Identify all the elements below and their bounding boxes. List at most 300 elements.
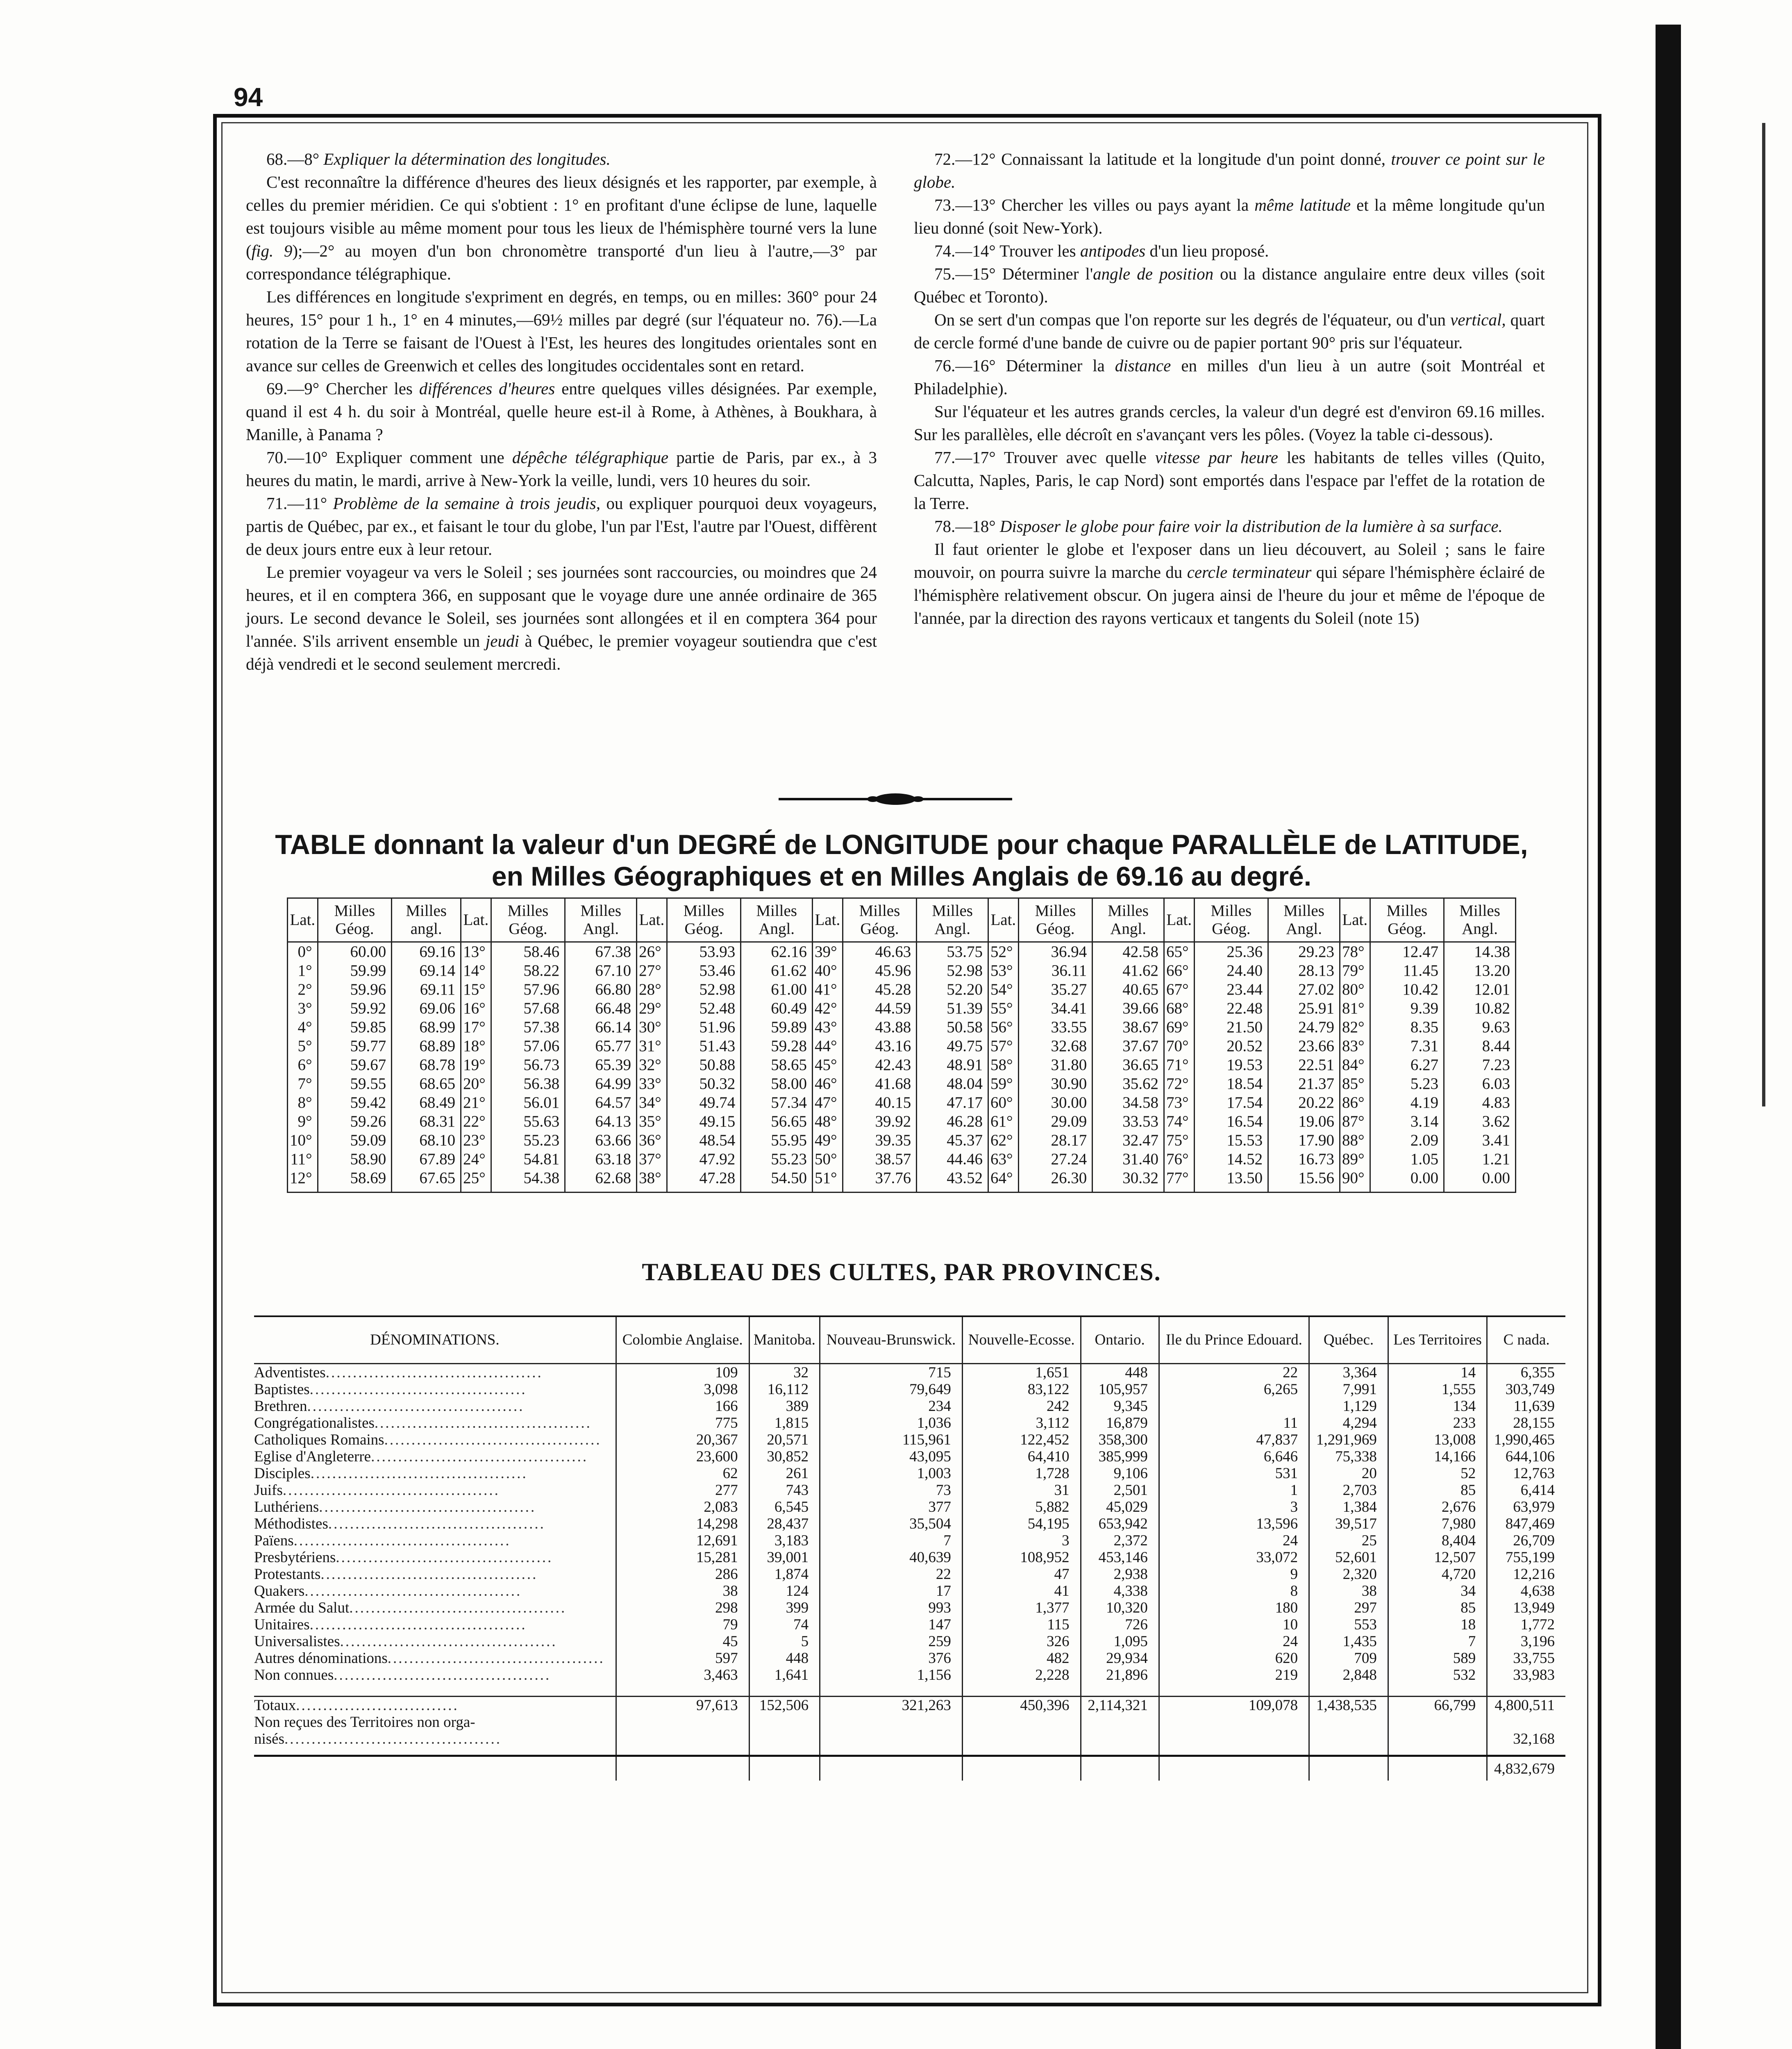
emphasis: angle de position: [1093, 264, 1214, 283]
value-cell: 9,345: [1081, 1398, 1159, 1415]
table-row: [288, 1018, 1516, 1037]
geog-cell: 59.55: [318, 1074, 392, 1093]
empty-cell: [1081, 1683, 1159, 1697]
value-cell: 1,874: [749, 1566, 820, 1583]
geog-cell: 4.19: [1370, 1093, 1444, 1112]
value-cell: 1,156: [820, 1667, 963, 1683]
denomination-cell: [254, 1364, 616, 1381]
col-header: Les Territoires: [1388, 1316, 1487, 1364]
col-header: Nouvelle-Ecosse.: [962, 1316, 1081, 1364]
table-row: [254, 1499, 1565, 1515]
denomination-label: Méthodistes: [254, 1515, 328, 1532]
lat-cell: 20°: [461, 1074, 491, 1093]
lat-cell: 30°: [637, 1018, 667, 1037]
lat-cell: 19°: [461, 1056, 491, 1074]
denomination-cell: [254, 1515, 616, 1532]
value-cell: 8: [1159, 1583, 1309, 1599]
text-column-left: [246, 148, 877, 675]
value-cell: 532: [1388, 1667, 1487, 1683]
geog-cell: 56.38: [491, 1074, 565, 1093]
angl-cell: 48.91: [917, 1056, 988, 1074]
value-cell: 24: [1159, 1532, 1309, 1549]
angl-cell: 4.83: [1444, 1093, 1516, 1112]
value-cell: 377: [820, 1499, 963, 1515]
lat-cell: 55°: [988, 999, 1019, 1018]
angl-cell: 57.34: [741, 1093, 813, 1112]
value-cell: 23,600: [616, 1448, 749, 1465]
value-cell: 448: [1081, 1364, 1159, 1381]
angl-cell: 20.22: [1268, 1093, 1340, 1112]
denomination-label: Eglise d'Angleterre: [254, 1448, 371, 1465]
lat-cell: 62°: [988, 1131, 1019, 1150]
lat-cell: 28°: [637, 980, 667, 999]
denomination-label: Congrégationalistes: [254, 1415, 375, 1431]
empty-cell: [1309, 1683, 1388, 1697]
angl-cell: 65.77: [565, 1037, 637, 1056]
value-cell: 242: [962, 1398, 1081, 1415]
col-header-geog: Milles Géog.: [318, 898, 392, 942]
emphasis: cercle terminateur: [1187, 563, 1312, 582]
value-cell: 15,281: [616, 1549, 749, 1566]
value-cell: 6,414: [1487, 1482, 1565, 1499]
angl-cell: 30.32: [1092, 1169, 1164, 1193]
lat-cell: 32°: [637, 1056, 667, 1074]
col-header-lat: Lat.: [288, 898, 318, 942]
table-row: [288, 1112, 1516, 1131]
value-cell: 1,641: [749, 1667, 820, 1683]
empty-cell: [820, 1683, 963, 1697]
value-cell: 22: [820, 1566, 963, 1583]
value-cell: 9,106: [1081, 1465, 1159, 1482]
col-header: C nada.: [1487, 1316, 1565, 1364]
value-cell: 3,364: [1309, 1364, 1388, 1381]
value-cell: 38: [1309, 1583, 1388, 1599]
emphasis: distance: [1115, 356, 1171, 375]
geog-cell: 41.68: [843, 1074, 917, 1093]
empty-cell: [820, 1731, 963, 1747]
value-cell: 376: [820, 1650, 963, 1667]
denomination-cell: [254, 1667, 616, 1683]
denomination-label: Quakers: [254, 1583, 305, 1599]
angl-cell: 19.06: [1268, 1112, 1340, 1131]
value-cell: 1,129: [1309, 1398, 1388, 1415]
empty-cell: [820, 1714, 963, 1731]
geog-cell: 20.52: [1194, 1037, 1268, 1056]
leader-dots: ........................................: [320, 1566, 538, 1583]
unorganized-value: 32,168: [1487, 1731, 1565, 1747]
angl-cell: 54.50: [741, 1169, 813, 1193]
lat-cell: 90°: [1340, 1169, 1370, 1193]
col-header-angl: Milles Angl.: [1092, 898, 1164, 942]
totals-label: Totaux: [254, 1697, 296, 1714]
angl-cell: 67.10: [565, 961, 637, 980]
denomination-label: Luthériens: [254, 1499, 319, 1515]
lat-cell: 82°: [1340, 1018, 1370, 1037]
angl-cell: 61.00: [741, 980, 813, 999]
value-cell: 12,691: [616, 1532, 749, 1549]
value-cell: 14: [1388, 1364, 1487, 1381]
value-cell: 39,517: [1309, 1515, 1388, 1532]
col-header: Ile du Prince Edouard.: [1159, 1316, 1309, 1364]
value-cell: 33,755: [1487, 1650, 1565, 1667]
lat-cell: 35°: [637, 1112, 667, 1131]
longitude-table-title: TABLE donnant la valeur d'un DEGRÉ de LONGITUDE pour chaque PARALLÈLE de LATITUDE,: [275, 829, 1528, 860]
col-header: Ontario.: [1081, 1316, 1159, 1364]
angl-cell: 58.00: [741, 1074, 813, 1093]
value-cell: 180: [1159, 1599, 1309, 1616]
denomination-label: Armée du Salut: [254, 1599, 350, 1616]
empty-cell: [962, 1683, 1081, 1697]
empty-cell: [1159, 1747, 1309, 1756]
value-cell: 389: [749, 1398, 820, 1415]
value-cell: 62: [616, 1465, 749, 1482]
col-header-geog: Milles Géog.: [1194, 898, 1268, 942]
geog-cell: 19.53: [1194, 1056, 1268, 1074]
emphasis: trouver ce point sur le globe.: [914, 150, 1545, 191]
lat-cell: 49°: [813, 1131, 843, 1150]
angl-cell: 33.53: [1092, 1112, 1164, 1131]
geog-cell: 49.15: [667, 1112, 741, 1131]
geog-cell: 31.80: [1018, 1056, 1092, 1074]
empty-cell: [1388, 1714, 1487, 1731]
lat-cell: 78°: [1340, 942, 1370, 962]
geog-cell: 32.68: [1018, 1037, 1092, 1056]
paragraph: Les différences en longitude s'expriment en degrés, en temps, ou en milles: 360° pour 24 heures, 15° pour 1 h., 1° en 4 minutes,—69½ milles par degré (sur l'équateur no. 76).—La rotation de la Terre se faisant de l'Ouest à l'Est, les heures des longitudes orientales sont en avance sur celles de Greenwich et celles des longitudes occidentales sont en retard.: [246, 287, 877, 375]
lat-cell: 71°: [1164, 1056, 1194, 1074]
geog-cell: 45.28: [843, 980, 917, 999]
value-cell: 1,036: [820, 1415, 963, 1431]
angl-cell: 42.58: [1092, 942, 1164, 962]
rule-row: [254, 1747, 1565, 1756]
lat-cell: 77°: [1164, 1169, 1194, 1193]
table-row: [254, 1549, 1565, 1566]
leader-dots: ........................................: [282, 1482, 500, 1499]
binding-edge: [1656, 25, 1681, 2049]
total-cell: 97,613: [616, 1697, 749, 1714]
geog-cell: 39.35: [843, 1131, 917, 1150]
angl-cell: 68.31: [392, 1112, 461, 1131]
geog-cell: 46.63: [843, 942, 917, 962]
angl-cell: 68.10: [392, 1131, 461, 1150]
empty-cell: [962, 1731, 1081, 1747]
lat-cell: 13°: [461, 942, 491, 962]
lat-cell: 75°: [1164, 1131, 1194, 1150]
lat-cell: 34°: [637, 1093, 667, 1112]
geog-cell: 14.52: [1194, 1150, 1268, 1169]
table-row: [288, 1169, 1516, 1193]
total-cell: 321,263: [820, 1697, 963, 1714]
angl-cell: 9.63: [1444, 1018, 1516, 1037]
lat-cell: 48°: [813, 1112, 843, 1131]
denomination-label: Presbytériens: [254, 1549, 336, 1566]
angl-cell: 3.41: [1444, 1131, 1516, 1150]
paragraph: 78.—18° Disposer le globe pour faire voir la distribution de la lumière à sa surface.: [934, 517, 1503, 536]
lat-cell: 14°: [461, 961, 491, 980]
value-cell: 83,122: [962, 1381, 1081, 1398]
angl-cell: 41.62: [1092, 961, 1164, 980]
geog-cell: 6.27: [1370, 1056, 1444, 1074]
table-row: [254, 1482, 1565, 1499]
col-header: Manitoba.: [749, 1316, 820, 1364]
angl-cell: 38.67: [1092, 1018, 1164, 1037]
value-cell: 45: [616, 1633, 749, 1650]
lat-cell: 12°: [288, 1169, 318, 1193]
angl-cell: 65.39: [565, 1056, 637, 1074]
table-row: [288, 942, 1516, 962]
empty-cell: [1309, 1714, 1388, 1731]
denomination-cell: [254, 1549, 616, 1566]
geog-cell: 59.67: [318, 1056, 392, 1074]
angl-cell: 7.23: [1444, 1056, 1516, 1074]
leader-dots: ........................................: [328, 1515, 545, 1532]
emphasis: antipodes: [1080, 241, 1146, 260]
lat-cell: 38°: [637, 1169, 667, 1193]
unorganized-label-cell: [254, 1731, 616, 1747]
denomination-cell: [254, 1532, 616, 1549]
empty-cell: [1159, 1714, 1309, 1731]
value-cell: 134: [1388, 1398, 1487, 1415]
angl-cell: 39.66: [1092, 999, 1164, 1018]
table-row: [254, 1566, 1565, 1583]
angl-cell: 66.80: [565, 980, 637, 999]
angl-cell: 29.23: [1268, 942, 1340, 962]
col-header-geog: Milles Géog.: [491, 898, 565, 942]
longitude-table-subtitle: en Milles Géographiques et en Milles Anglais de 69.16 au degré.: [491, 861, 1312, 891]
value-cell: 453,146: [1081, 1549, 1159, 1566]
value-cell: 233: [1388, 1415, 1487, 1431]
emphasis: même latitude: [1254, 195, 1351, 214]
denomination-label: Autres dénominations: [254, 1650, 388, 1667]
denomination-label: Catholiques Romains: [254, 1431, 384, 1448]
value-cell: 234: [820, 1398, 963, 1415]
total-cell: 4,800,511: [1487, 1697, 1565, 1714]
paragraph: 70.—10° Expliquer comment une dépêche télégraphique partie de Paris, par ex., à 3 heures du matin, le mardi, arrive à New-York la veille, lundi, vers 10 heures du soir.: [246, 448, 877, 490]
geog-cell: 54.38: [491, 1169, 565, 1193]
angl-cell: 46.28: [917, 1112, 988, 1131]
denomination-label: Non connues: [254, 1667, 334, 1683]
angl-cell: 6.03: [1444, 1074, 1516, 1093]
table-row: [288, 961, 1516, 980]
denomination-cell: [254, 1465, 616, 1482]
geog-cell: 44.59: [843, 999, 917, 1018]
value-cell: 147: [820, 1616, 963, 1633]
geog-cell: 29.09: [1018, 1112, 1092, 1131]
lat-cell: 83°: [1340, 1037, 1370, 1056]
leader-dots: ........................................: [374, 1415, 592, 1431]
lat-cell: 68°: [1164, 999, 1194, 1018]
angl-cell: 48.04: [917, 1074, 988, 1093]
lat-cell: 52°: [988, 942, 1019, 962]
empty-cell: [1388, 1756, 1487, 1781]
leader-dots: ........................................: [309, 1381, 527, 1398]
angl-cell: 59.28: [741, 1037, 813, 1056]
angl-cell: 37.67: [1092, 1037, 1164, 1056]
unorganized-row: [254, 1731, 1565, 1747]
geog-cell: 53.93: [667, 942, 741, 962]
paragraph: 69.—9° Chercher les différences d'heures entre quelques villes désignées. Par exemple, quand il est 4 h. du soir à Montréal, quelle heure est-il à Rome, à Athènes, à Boukhara, à Manille, à Panama ?: [246, 379, 877, 444]
table-row: [254, 1448, 1565, 1465]
empty-cell: [616, 1747, 749, 1756]
lat-cell: 87°: [1340, 1112, 1370, 1131]
angl-cell: 68.78: [392, 1056, 461, 1074]
angl-cell: 62.16: [741, 942, 813, 962]
geog-cell: 50.88: [667, 1056, 741, 1074]
geog-cell: 23.44: [1194, 980, 1268, 999]
angl-cell: 64.13: [565, 1112, 637, 1131]
value-cell: 298: [616, 1599, 749, 1616]
lat-cell: 40°: [813, 961, 843, 980]
value-cell: 219: [1159, 1667, 1309, 1683]
leader-dots: ........................................: [293, 1532, 511, 1549]
value-cell: 3: [1159, 1499, 1309, 1515]
table-row: [254, 1599, 1565, 1616]
value-cell: 286: [616, 1566, 749, 1583]
lat-cell: 80°: [1340, 980, 1370, 999]
lat-cell: 33°: [637, 1074, 667, 1093]
geog-cell: 56.73: [491, 1056, 565, 1074]
table-row: [288, 999, 1516, 1018]
geog-cell: 59.26: [318, 1112, 392, 1131]
lat-cell: 84°: [1340, 1056, 1370, 1074]
empty-cell: [749, 1756, 820, 1781]
value-cell: 5: [749, 1633, 820, 1650]
denomination-label: Adventistes: [254, 1364, 326, 1381]
value-cell: 2,938: [1081, 1566, 1159, 1583]
value-cell: 2,320: [1309, 1566, 1388, 1583]
angl-cell: 45.37: [917, 1131, 988, 1150]
lat-cell: 21°: [461, 1093, 491, 1112]
geog-cell: 58.90: [318, 1150, 392, 1169]
table-row: [254, 1583, 1565, 1599]
leader-dots: ........................................: [309, 1616, 527, 1633]
value-cell: 277: [616, 1482, 749, 1499]
empty-cell: [616, 1714, 749, 1731]
emphasis: dépêche télégraphique: [512, 448, 669, 467]
geog-cell: 57.68: [491, 999, 565, 1018]
geog-cell: 22.48: [1194, 999, 1268, 1018]
denomination-cell: [254, 1599, 616, 1616]
value-cell: 11,639: [1487, 1398, 1565, 1415]
value-cell: 28,437: [749, 1515, 820, 1532]
geog-cell: 56.01: [491, 1093, 565, 1112]
lat-cell: 3°: [288, 999, 318, 1018]
geog-cell: 51.96: [667, 1018, 741, 1037]
empty-cell: [254, 1747, 616, 1756]
denomination-cell: [254, 1499, 616, 1515]
lat-cell: 88°: [1340, 1131, 1370, 1150]
value-cell: 482: [962, 1650, 1081, 1667]
table-row: [254, 1398, 1565, 1415]
angl-cell: 60.49: [741, 999, 813, 1018]
col-header-lat: Lat.: [813, 898, 843, 942]
lat-cell: 45°: [813, 1056, 843, 1074]
denomination-cell: [254, 1583, 616, 1599]
cults-table-title: TABLEAU DES CULTES, PAR PROVINCES.: [642, 1258, 1161, 1286]
value-cell: 715: [820, 1364, 963, 1381]
table-row: [288, 1131, 1516, 1150]
value-cell: 7,980: [1388, 1515, 1487, 1532]
value-cell: 775: [616, 1415, 749, 1431]
empty-cell: [820, 1756, 963, 1781]
empty-cell: [749, 1747, 820, 1756]
lat-cell: 61°: [988, 1112, 1019, 1131]
geog-cell: 59.99: [318, 961, 392, 980]
angl-cell: 68.49: [392, 1093, 461, 1112]
geog-cell: 53.46: [667, 961, 741, 980]
geog-cell: 52.98: [667, 980, 741, 999]
lat-cell: 39°: [813, 942, 843, 962]
value-cell: 12,216: [1487, 1566, 1565, 1583]
angl-cell: 0.00: [1444, 1169, 1516, 1193]
col-header-angl: Milles angl.: [392, 898, 461, 942]
geog-cell: 0.00: [1370, 1169, 1444, 1193]
col-header-geog: Milles Géog.: [667, 898, 741, 942]
value-cell: 553: [1309, 1616, 1388, 1633]
unorganized-label: Non reçues des Territoires non orga-: [254, 1714, 475, 1731]
value-cell: 32: [749, 1364, 820, 1381]
geog-cell: 40.15: [843, 1093, 917, 1112]
geog-cell: 55.63: [491, 1112, 565, 1131]
value-cell: 21,896: [1081, 1667, 1159, 1683]
value-cell: 358,300: [1081, 1431, 1159, 1448]
lat-cell: 79°: [1340, 961, 1370, 980]
geog-cell: 47.28: [667, 1169, 741, 1193]
value-cell: 75,338: [1309, 1448, 1388, 1465]
table-row: [254, 1515, 1565, 1532]
value-cell: 2,372: [1081, 1532, 1159, 1549]
empty-cell: [1309, 1747, 1388, 1756]
value-cell: 531: [1159, 1465, 1309, 1482]
col-header-lat: Lat.: [1164, 898, 1194, 942]
geog-cell: 59.77: [318, 1037, 392, 1056]
value-cell: 64,410: [962, 1448, 1081, 1465]
value-cell: 1,435: [1309, 1633, 1388, 1650]
total-cell: 66,799: [1388, 1697, 1487, 1714]
value-cell: 261: [749, 1465, 820, 1482]
angl-cell: 8.44: [1444, 1037, 1516, 1056]
value-cell: 25: [1309, 1532, 1388, 1549]
geog-cell: 57.38: [491, 1018, 565, 1037]
value-cell: 29,934: [1081, 1650, 1159, 1667]
col-header: DÉNOMINATIONS.: [254, 1316, 616, 1364]
page-number: 94: [234, 82, 263, 112]
value-cell: 1,815: [749, 1415, 820, 1431]
value-cell: 1,095: [1081, 1633, 1159, 1650]
leader-dots: ........................................: [384, 1431, 602, 1448]
geog-cell: 57.06: [491, 1037, 565, 1056]
value-cell: 1,003: [820, 1465, 963, 1482]
geog-cell: 8.35: [1370, 1018, 1444, 1037]
col-header: Nouveau-Brunswick.: [820, 1316, 963, 1364]
lat-cell: 89°: [1340, 1150, 1370, 1169]
geog-cell: 50.32: [667, 1074, 741, 1093]
value-cell: 10: [1159, 1616, 1309, 1633]
value-cell: 18: [1388, 1616, 1487, 1633]
empty-cell: [962, 1714, 1081, 1731]
lat-cell: 59°: [988, 1074, 1019, 1093]
value-cell: 755,199: [1487, 1549, 1565, 1566]
value-cell: 33,983: [1487, 1667, 1565, 1683]
empty-cell: [749, 1731, 820, 1747]
value-cell: 13,596: [1159, 1515, 1309, 1532]
lat-cell: 31°: [637, 1037, 667, 1056]
lat-cell: 22°: [461, 1112, 491, 1131]
angl-cell: 49.75: [917, 1037, 988, 1056]
empty-cell: [1309, 1756, 1388, 1781]
empty-cell: [1487, 1714, 1565, 1731]
geog-cell: 38.57: [843, 1150, 917, 1169]
lat-cell: 27°: [637, 961, 667, 980]
